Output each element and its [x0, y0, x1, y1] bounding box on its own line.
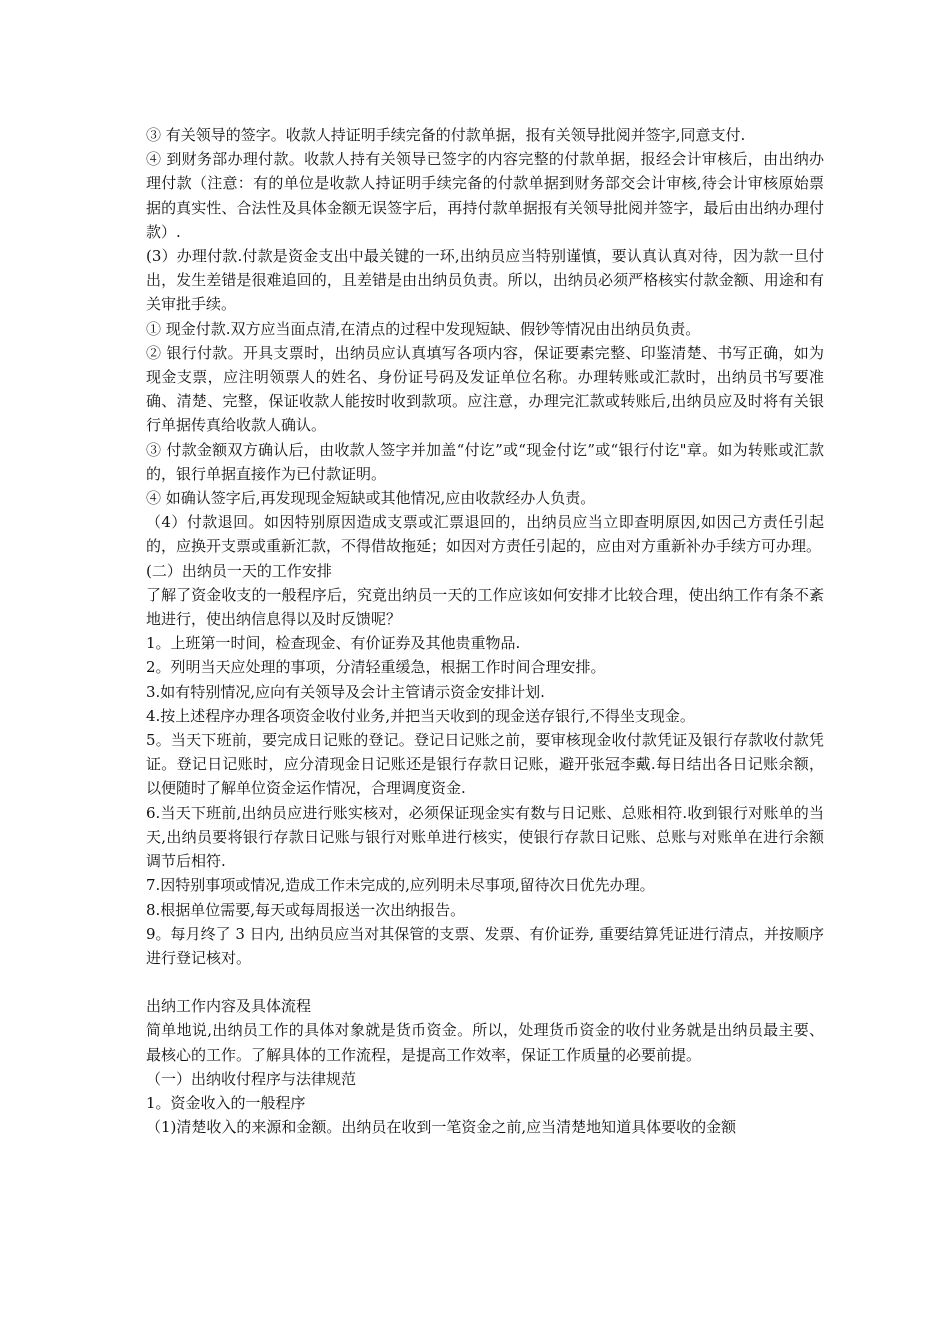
- section-heading: (二）出纳员一天的工作安排: [146, 561, 332, 580]
- paragraph: ① 现金付款.双方应当面点清,在清点的过程中发现短缺、假钞等情况由出纳员负责。: [146, 319, 701, 338]
- document-body: [146, 123, 824, 1139]
- paragraph: ③ 有关领导的签字。收款人持证明手续完备的付款单据，报有关领导批阅并签字,同意支付.: [146, 126, 746, 144]
- subsection-heading: 1。资金收入的一般程序: [146, 1093, 306, 1112]
- paragraph: (3）办理付款.付款是资金支出中最关键的一环,出纳员应当特别谨慎，要认真认真对待，因为款一旦付出，发生差错是很难追回的，且差错是由出纳员负责。所以，出纳员必须严格核实付款金额、用途和有关审批手续。: [146, 247, 824, 314]
- section-heading: （一）出纳收付程序与法律规范: [146, 1069, 357, 1088]
- paragraph: ④ 如确认签字后,再发现现金短缺或其他情况,应由收款经办人负责。: [146, 489, 596, 508]
- paragraph: 简单地说,出纳员工作的具体对象就是货币资金。所以，处理货币资金的收付业务就是出纳员最主要、最核心的工作。了解具体的工作流程，是提高工作效率，保证工作质量的必要前提。: [146, 1021, 824, 1064]
- list-item: 6.当天下班前,出纳员应进行账实核对，必须保证现金实有数与日记账、总账相符.收到银行对账单的当天,出纳员要将银行存款日记账与银行对账单进行核实，使银行存款日记账、总账与对账单在进行余额调节后相符.: [146, 803, 824, 871]
- paragraph: ③ 付款金额双方确认后，由收款人签字并加盖“付讫”或“现金付讫”或“银行付讫"章。如为转账或汇款的，银行单据直接作为已付款证明。: [146, 440, 824, 483]
- list-item: 4.按上述程序办理各项资金收付业务,并把当天收到的现金送存银行,不得坐支现金。: [146, 706, 695, 725]
- list-item: 8.根据单位需要,每天或每周报送一次出纳报告。: [146, 900, 466, 919]
- paragraph: （1)清楚收入的来源和金额。出纳员在收到一笔资金之前,应当清楚地知道具体要收的金额: [146, 1118, 737, 1137]
- paragraph: （4）付款退回。如因特别原因造成支票或汇票退回的，出纳员应当立即查明原因,如因己方责任引起的，应换开支票或重新汇款，不得借故拖延；如因对方责任引起的，应由对方重新补办手续方可办理。: [146, 513, 824, 556]
- list-item: 9。每月终了 3 日内, 出纳员应当对其保管的支票、发票、有价证券, 重要结算凭证进行清点，并按顺序进行登记核对。: [146, 924, 824, 967]
- list-item: 2。列明当天应处理的事项，分清轻重缓急，根据工作时间合理安排。: [146, 658, 606, 677]
- paragraph: ② 银行付款。开具支票时，出纳员应认真填写各项内容，保证要素完整、印鉴清楚、书写正确，如为现金支票，应注明领票人的姓名、身份证号码及发证单位名称。办理转账或汇款时，出纳员书写要准确、清楚、完整，保证收款人能按时收到款项。应注意，办理完汇款或转账后,出纳员应及时将有关银行单据传真给收款人确认。: [146, 343, 824, 435]
- paragraph: ④ 到财务部办理付款。收款人持有关领导已签字的内容完整的付款单据，报经会计审核后，由出纳办理付款（注意：有的单位是收款人持证明手续完备的付款单据到财务部交会计审核,待会计审核原始票据的真实性、合法性及具体金额无误签字后，再持付款单据报有关领导批阅并签字，最后由出纳办理付款）.: [146, 150, 824, 241]
- paragraph: 了解了资金收支的一般程序后，究竟出纳员一天的工作应该如何安排才比较合理，使出纳工作有条不紊地进行，使出纳信息得以及时反馈呢？: [146, 585, 824, 629]
- blank-line: [146, 970, 824, 994]
- document-title: 出纳工作内容及具体流程: [146, 997, 312, 1016]
- list-item: 1。上班第一时间，检查现金、有价证券及其他贵重物品.: [146, 634, 521, 653]
- list-item: 5。当天下班前，要完成日记账的登记。登记日记账之前，要审核现金收付款凭证及银行存款收付款凭证。登记日记账时，应分清现金日记账还是银行存款日记账，避开张冠李戴.每日结出各日记账余额，以便随时了解单位资金运作情况，合理调度资金.: [146, 731, 824, 798]
- list-item: 3.如有特别情况,应向有关领导及会计主管请示资金安排计划.: [146, 682, 545, 701]
- list-item: 7.因特别事项或情况,造成工作未完成的,应列明未尽事项,留待次日优先办理。: [146, 876, 655, 895]
